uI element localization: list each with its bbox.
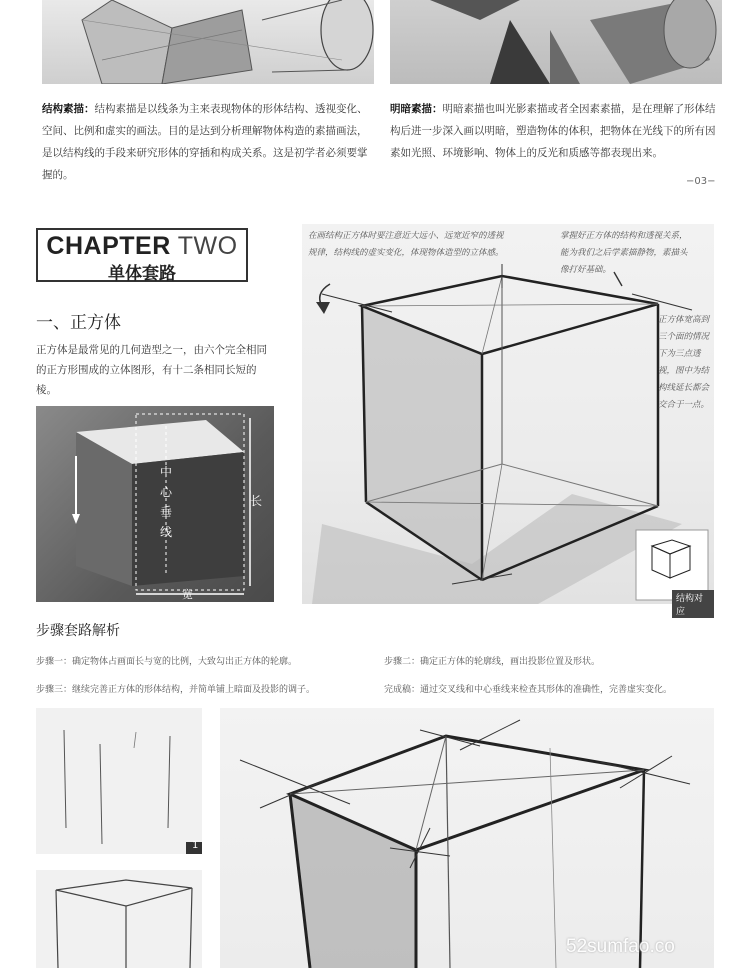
geometry-sketch-drawing xyxy=(42,0,374,84)
chiaroscuro-sketch-label: 明暗素描： xyxy=(390,103,443,115)
handwritten-note-right-top: 掌握好正方体的结构和透视关系，能为我们之后学素描静物，素描头像打好基础。 xyxy=(560,231,688,275)
big-cube-sketch xyxy=(302,224,714,617)
section-title: 一、正方体 xyxy=(36,313,121,333)
page-number: −03− xyxy=(686,176,716,187)
chiaroscuro-sketch-text: 明暗素描也叫光影素描或者全因素素描，是在理解了形体结构后进一步深入画以明暗，塑造物体的体积，把物体在光线下的所有因素如光照、环境影响、物体上的反光和质感等都表现出来。 xyxy=(390,103,716,159)
chiaroscuro-sketch-paragraph xyxy=(390,98,722,164)
structural-sketch-paragraph xyxy=(42,98,374,186)
handwritten-note-left: 在画结构正方体时要注意近大远小、远宽近窄的透视规律，结构线的虚实变化，体现物体造型的立体感。 xyxy=(308,231,504,258)
step-1-thumbnail xyxy=(36,708,202,854)
chapter-word: CHAPTER xyxy=(46,232,171,260)
step-1-text: 步骤一：确定物体占画面长与宽的比例，大致勾出正方体的轮廓。 xyxy=(36,657,298,667)
shaded-geometry-drawing xyxy=(390,0,722,84)
chapter-number: TWO xyxy=(170,232,238,260)
cube-photo xyxy=(36,406,274,602)
chapter-title xyxy=(38,232,246,261)
chapter-subtitle: 单体套路 xyxy=(108,264,176,284)
structural-sketch-label: 结构素描： xyxy=(42,103,95,115)
length-label: 长 xyxy=(250,494,263,508)
final-step-text: 完成稿：通过交叉线和中心垂线来检查其形体的准确性，完善虚实变化。 xyxy=(384,685,673,695)
step-2-thumbnail xyxy=(36,870,202,968)
final-cube-drawing xyxy=(220,708,714,968)
chapter-heading-box xyxy=(36,228,248,282)
cube-intro-paragraph: 正方体是最常见的几何造型之一，由六个完全相同的正方形围成的立体图形，有十二条相同长短的棱。 xyxy=(36,344,267,396)
step-1-drawing xyxy=(36,708,202,854)
width-label: 宽 xyxy=(182,588,193,601)
handwritten-note-right: 正方体宽高到三个面的情况下为三点透视，图中为结构线延长都会交合于一点。 xyxy=(658,315,710,410)
structure-correspondence-badge: 结构对应 xyxy=(672,590,714,618)
top-left-sketch xyxy=(42,0,374,84)
structural-sketch-text: 结构素描是以线条为主来表现物体的形体结构、透视变化、空间、比例和虚实的画法。目的是达到分析理解物体构造的素描画法，是以结构线的手段来研究形体的穿插和构成关系。这是初学者必须要掌握的。 xyxy=(42,103,368,181)
cube-photo-diagram xyxy=(36,406,274,602)
step-2-drawing xyxy=(36,870,202,968)
steps-heading: 步骤套路解析 xyxy=(36,623,120,639)
step-3-text: 步骤三：继续完善正方体的形体结构，并简单铺上暗面及投影的调子。 xyxy=(36,685,316,695)
cube-perspective-drawing xyxy=(302,224,714,604)
center-vertical-label: 中心垂线 xyxy=(160,465,173,539)
step-2-text: 步骤二：确定正方体的轮廓线，画出投影位置及形状。 xyxy=(384,657,601,667)
final-sketch xyxy=(220,708,714,968)
top-right-sketch xyxy=(390,0,722,84)
watermark: 52sumfao.co xyxy=(566,936,675,957)
thumbnail-number: 1 xyxy=(192,840,199,851)
